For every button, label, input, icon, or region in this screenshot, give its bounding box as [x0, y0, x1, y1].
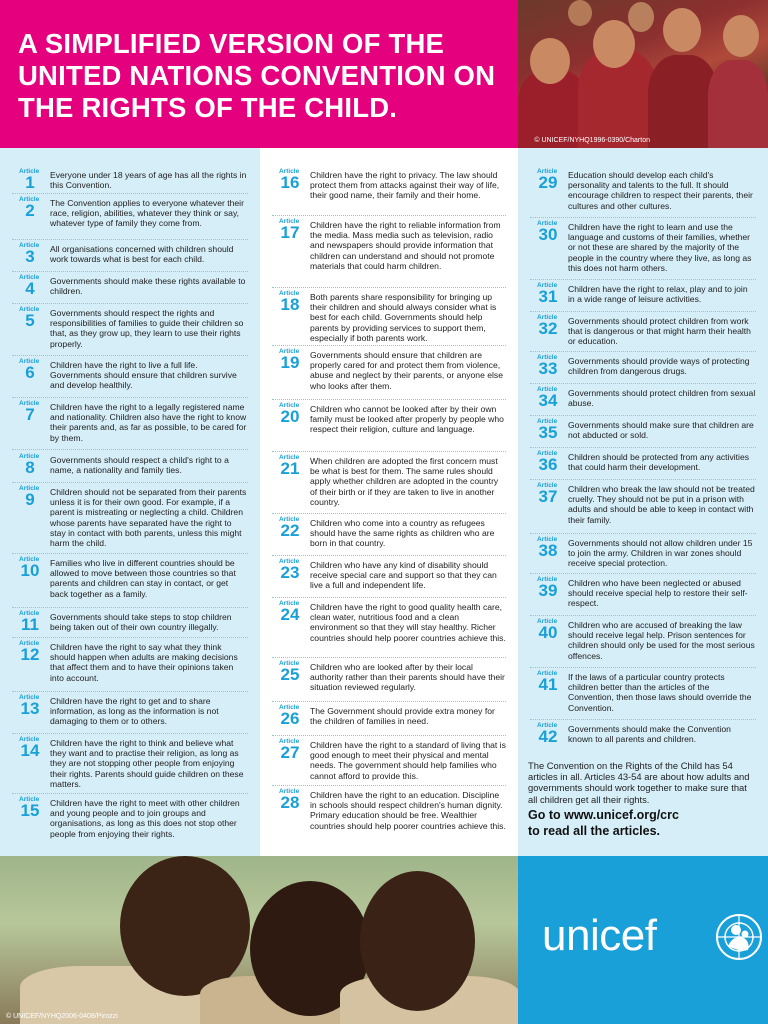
article-label: Article: [279, 348, 300, 355]
article-text: Governments should protect children from work that is dangerous or that might harm their health or education.: [568, 316, 751, 347]
article-divider: [12, 733, 248, 734]
article-text: When children are adopted the first concern must be what is best for them. The same rules should apply whether children are adopted in the country of their birth or if they are taken to live in another country.: [310, 456, 499, 507]
article-text: Governments should provide ways of protecting children from dangerous drugs.: [568, 356, 750, 377]
article-label: Article: [537, 450, 558, 457]
article-text: Children have the right to say what they think should happen when adults are making decisions that affect them and to have their opinions taken into account.: [50, 642, 238, 683]
article-number: 36: [538, 455, 558, 474]
article-divider: [272, 399, 506, 400]
article-text: Children who are accused of breaking the law should receive legal help. Prison sentences for children should only be used for the most serious offences.: [568, 620, 755, 661]
article-number: 11: [21, 615, 39, 634]
article-number: 5: [25, 311, 35, 330]
article-number: 32: [538, 319, 558, 338]
article-number: 35: [538, 423, 558, 442]
article-divider: [272, 657, 506, 658]
article-divider: [12, 482, 248, 483]
article-text: The Convention applies to everyone whatever their race, religion, abilities, whatever they think or say, whatever type of family they come from.: [50, 198, 244, 229]
article-13: [12, 694, 248, 727]
children-photo-top: [518, 0, 768, 148]
article-32: [530, 314, 756, 347]
article-text: Governments should make these rights available to children.: [50, 276, 246, 297]
article-divider: [530, 533, 756, 534]
article-text: Governments should protect children from sexual abuse.: [568, 388, 756, 409]
article-number: 16: [280, 173, 300, 192]
article-divider: [12, 637, 248, 638]
article-38: [530, 536, 756, 569]
article-8: [12, 453, 248, 475]
article-21: [272, 454, 506, 507]
article-divider: [272, 735, 506, 736]
article-label: Article: [279, 168, 300, 175]
article-label: Article: [279, 558, 300, 565]
article-31: [530, 282, 756, 304]
article-label: Article: [19, 796, 40, 803]
article-18: [272, 290, 506, 343]
article-number: 19: [280, 353, 300, 372]
article-divider: [530, 667, 756, 668]
article-text: If the laws of a particular country protects children better than the articles of the Convention, then those laws should override the Convention.: [568, 672, 752, 713]
article-number: 18: [280, 295, 300, 314]
article-label: Article: [537, 482, 558, 489]
article-number: 4: [25, 279, 35, 298]
article-label: Article: [537, 536, 558, 543]
article-number: 24: [280, 605, 300, 624]
article-label: Article: [19, 358, 40, 365]
article-text: Children have the right to get and to share information, as long as the information is not damaging to them or to others.: [50, 696, 219, 727]
article-number: 27: [280, 743, 300, 762]
article-label: Article: [279, 290, 300, 297]
article-divider: [272, 215, 506, 216]
article-number: 22: [280, 521, 300, 540]
article-divider: [272, 345, 506, 346]
article-number: 25: [280, 665, 300, 684]
article-7: [12, 400, 248, 443]
article-1: [12, 168, 248, 190]
article-text: Both parents share responsibility for bringing up their children and should always consider what is best for each child. Governments should help parents by providing services to support them, especially if both parents work.: [310, 292, 497, 343]
article-divider: [530, 573, 756, 574]
article-divider: [12, 553, 248, 554]
article-label: Article: [279, 600, 300, 607]
article-label: Article: [537, 618, 558, 625]
article-divider: [12, 793, 248, 794]
article-divider: [272, 701, 506, 702]
article-label: Article: [19, 196, 40, 203]
page-title: A SIMPLIFIED VERSION OF THE UNITED NATIONS CONVENTION ON THE RIGHTS OF THE CHILD.: [18, 28, 496, 123]
article-label: Article: [19, 274, 40, 281]
article-number: 31: [538, 287, 558, 306]
article-label: Article: [537, 168, 558, 175]
article-23: [272, 558, 506, 591]
article-divider: [530, 615, 756, 616]
article-label: Article: [279, 516, 300, 523]
article-label: Article: [537, 354, 558, 361]
article-divider: [272, 451, 506, 452]
article-number: 20: [280, 407, 300, 426]
article-label: Article: [19, 400, 40, 407]
unicef-emblem-icon: [714, 912, 764, 962]
article-11: [12, 610, 248, 632]
crc-link-line1[interactable]: Go to www.unicef.org/crc: [528, 808, 679, 822]
article-divider: [272, 513, 506, 514]
article-divider: [12, 397, 248, 398]
article-10: [12, 556, 248, 599]
article-text: Children who break the law should not be treated cruelly. They should not be put in a prison with adults and should be able to keep in contact with their family.: [568, 484, 755, 525]
article-number: 34: [538, 391, 558, 410]
article-number: 37: [538, 487, 558, 506]
article-divider: [12, 303, 248, 304]
article-number: 6: [25, 363, 35, 382]
article-number: 17: [280, 223, 300, 242]
article-label: Article: [19, 640, 40, 647]
article-label: Article: [537, 282, 558, 289]
article-text: Children have the right to good quality health care, clean water, nutritious food and a clean environment so that they will stay healthy. Richer countries should help poorer countries achieve this.: [310, 602, 506, 643]
article-label: Article: [279, 738, 300, 745]
articles-column-2: [260, 148, 518, 856]
article-number: 33: [538, 359, 558, 378]
children-photo-bottom: [0, 856, 518, 1024]
article-text: Children have the right to meet with other children and young people and to join groups and organisations, as long as this does not stop other people from enjoying their rights.: [50, 798, 240, 839]
article-17: [272, 218, 506, 271]
article-divider: [530, 311, 756, 312]
article-number: 8: [25, 458, 35, 477]
article-label: Article: [279, 402, 300, 409]
closing-text: The Convention on the Rights of the Child has 54 articles in all. Articles 43-54 are about how adults and governments should work together to make sure that all children get all their rights.: [528, 760, 750, 805]
article-text: Children have the right to live a full life. Governments should ensure that children survive and develop healthily.: [50, 360, 237, 391]
article-text: Children who cannot be looked after by their own family must be looked after properly by people who respect their religion, culture and language.: [310, 404, 504, 435]
article-divider: [272, 287, 506, 288]
article-divider: [530, 415, 756, 416]
article-text: Children have the right to a standard of living that is good enough to meet their physical and mental needs. The government should help families who cannot afford to provide this.: [310, 740, 506, 781]
article-divider: [530, 351, 756, 352]
article-19: [272, 348, 506, 391]
article-number: 28: [280, 793, 300, 812]
article-label: Article: [19, 610, 40, 617]
article-number: 21: [280, 459, 300, 478]
article-text: Governments should make sure that children are not abducted or sold.: [568, 420, 754, 441]
article-divider: [12, 449, 248, 450]
article-number: 41: [538, 675, 558, 694]
article-text: All organisations concerned with children should work towards what is best for each child.: [50, 244, 234, 265]
article-divider: [12, 691, 248, 692]
article-25: [272, 660, 506, 693]
article-text: Children have the right to an education. Discipline in schools should respect children's human dignity. Primary education should be free. Wealthier countries should help poorer countries achieve this.: [310, 790, 506, 831]
photo-credit-top: © UNICEF/NYHQ1996-0390/Charton: [534, 137, 650, 144]
article-41: [530, 670, 756, 713]
article-label: Article: [19, 556, 40, 563]
article-label: Article: [537, 386, 558, 393]
article-text: Children have the right to privacy. The law should protect them from attacks against their way of life, their good name, their family and their home.: [310, 170, 500, 201]
article-22: [272, 516, 506, 549]
article-text: Governments should make the Convention known to all parents and children.: [568, 724, 731, 745]
article-divider: [530, 447, 756, 448]
article-text: Children who come into a country as refugees should have the same rights as children who are born in that country.: [310, 518, 495, 549]
article-divider: [12, 193, 248, 194]
article-text: Children should be protected from any activities that could harm their development.: [568, 452, 750, 473]
article-divider: [530, 479, 756, 480]
article-text: Children have the right to reliable information from the media. Mass media such as television, radio and newspapers should provide information that children can understand and should not promote materials that could harm children.: [310, 220, 501, 271]
article-label: Article: [279, 704, 300, 711]
article-39: [530, 576, 756, 609]
article-number: 1: [25, 173, 35, 192]
article-label: Article: [537, 722, 558, 729]
article-number: 29: [538, 173, 558, 192]
article-text: Governments should take steps to stop children being taken out of their own country illegally.: [50, 612, 232, 633]
articles-column-3: [518, 148, 768, 856]
article-number: 2: [25, 201, 35, 220]
article-text: Governments should not allow children under 15 to join the army. Children in war zones should receive special protection.: [568, 538, 753, 569]
article-number: 30: [538, 225, 558, 244]
article-divider: [12, 239, 248, 240]
article-text: Governments should respect a child's right to a name, a nationality and family ties.: [50, 455, 229, 476]
articles-section: [0, 148, 768, 856]
article-divider: [272, 785, 506, 786]
article-number: 23: [280, 563, 300, 582]
article-text: Children have the right to relax, play and to join in a wide range of leisure activities.: [568, 284, 748, 305]
article-label: Article: [279, 788, 300, 795]
article-5: [12, 306, 248, 349]
article-number: 12: [20, 645, 40, 664]
article-6: [12, 358, 248, 391]
article-divider: [530, 383, 756, 384]
photo-credit-bottom: © UNICEF/NYHQ2006-0408/Pirozzi: [6, 1013, 118, 1020]
article-text: Children who have been neglected or abused should receive special help to restore their self-respect.: [568, 578, 748, 609]
article-text: Children have the right to a legally registered name and nationality. Children also have the right to know their parents and, as far as possible, to be cared for by them.: [50, 402, 247, 443]
article-number: 10: [20, 561, 40, 580]
article-text: Children should not be separated from their parents unless it is for their own good. For example, if a parent is mistreating or neglecting a child. Children whose parents have separated have the right to stay in contact with both parents, unless this might harm the child.: [50, 487, 247, 549]
article-divider: [12, 355, 248, 356]
article-label: Article: [537, 314, 558, 321]
article-20: [272, 402, 506, 435]
article-33: [530, 354, 756, 376]
unicef-logo-panel: [518, 856, 768, 1024]
article-number: 14: [20, 741, 40, 760]
header-banner: [0, 0, 518, 148]
article-40: [530, 618, 756, 661]
article-number: 42: [538, 727, 558, 746]
article-28: [272, 788, 506, 831]
article-divider: [272, 597, 506, 598]
article-label: Article: [537, 670, 558, 677]
article-text: Children have the right to learn and use the language and customs of their families, whether or not these are shared by the majority of the people in the country where they live, as long as this does not harm others.: [568, 222, 752, 273]
article-36: [530, 450, 756, 472]
article-text: Everyone under 18 years of age has all the rights in this Convention.: [50, 170, 247, 191]
unicef-wordmark: unicef: [542, 911, 657, 960]
article-label: Article: [537, 418, 558, 425]
article-16: [272, 168, 506, 201]
article-label: Article: [537, 576, 558, 583]
article-12: [12, 640, 248, 683]
article-30: [530, 220, 756, 273]
article-number: 39: [538, 581, 558, 600]
article-number: 9: [25, 490, 35, 509]
article-label: Article: [279, 454, 300, 461]
article-divider: [12, 271, 248, 272]
article-number: 7: [25, 405, 35, 424]
article-label: Article: [537, 220, 558, 227]
article-label: Article: [19, 736, 40, 743]
crc-link-line2: to read all the articles.: [528, 824, 660, 838]
article-label: Article: [19, 453, 40, 460]
article-4: [12, 274, 248, 296]
article-divider: [12, 607, 248, 608]
article-24: [272, 600, 506, 643]
article-14: [12, 736, 248, 789]
article-text: Families who live in different countries should be allowed to move between those countries so that parents and children can stay in contact, or get back together as a family.: [50, 558, 236, 599]
article-divider: [530, 217, 756, 218]
article-text: Governments should ensure that children are properly cared for and protect them from violence, abuse and neglect by their parents, or anyone else who looks after them.: [310, 350, 504, 391]
article-number: 15: [20, 801, 40, 820]
article-37: [530, 482, 756, 525]
article-label: Article: [19, 168, 40, 175]
article-42: [530, 722, 756, 744]
article-26: [272, 704, 506, 726]
article-label: Article: [19, 306, 40, 313]
article-number: 13: [20, 699, 40, 718]
article-label: Article: [279, 660, 300, 667]
article-number: 3: [25, 247, 35, 266]
article-34: [530, 386, 756, 408]
articles-column-1: [0, 148, 260, 856]
article-27: [272, 738, 506, 781]
article-text: Children who are looked after by their local authority rather than their parents should have their situation reviewed regularly.: [310, 662, 505, 693]
article-label: Article: [19, 694, 40, 701]
article-15: [12, 796, 248, 839]
article-text: Children have the right to think and believe what they want and to practise their religion, as long as they are not stopping other people from enjoying their rights. Parents should guide children on these matters.: [50, 738, 244, 789]
article-text: The Government should provide extra money for the children of families in need.: [310, 706, 495, 727]
article-text: Education should develop each child's personality and talents to the full. It should encourage children to respect their parents, their cultures and other cultures.: [568, 170, 753, 211]
article-number: 26: [280, 709, 300, 728]
article-label: Article: [279, 218, 300, 225]
article-divider: [530, 719, 756, 720]
article-2: [12, 196, 248, 229]
article-divider: [530, 279, 756, 280]
article-35: [530, 418, 756, 440]
article-3: [12, 242, 248, 264]
article-number: 38: [538, 541, 558, 560]
article-number: 40: [538, 623, 558, 642]
article-text: Children who have any kind of disability should receive special care and support so that they can live a full and independent life.: [310, 560, 497, 591]
article-label: Article: [19, 242, 40, 249]
article-divider: [272, 555, 506, 556]
article-label: Article: [19, 485, 40, 492]
article-9: [12, 485, 248, 548]
article-29: [530, 168, 756, 211]
article-text: Governments should respect the rights and responsibilities of families to guide their children so that, as they grow up, they learn to use their rights properly.: [50, 308, 244, 349]
